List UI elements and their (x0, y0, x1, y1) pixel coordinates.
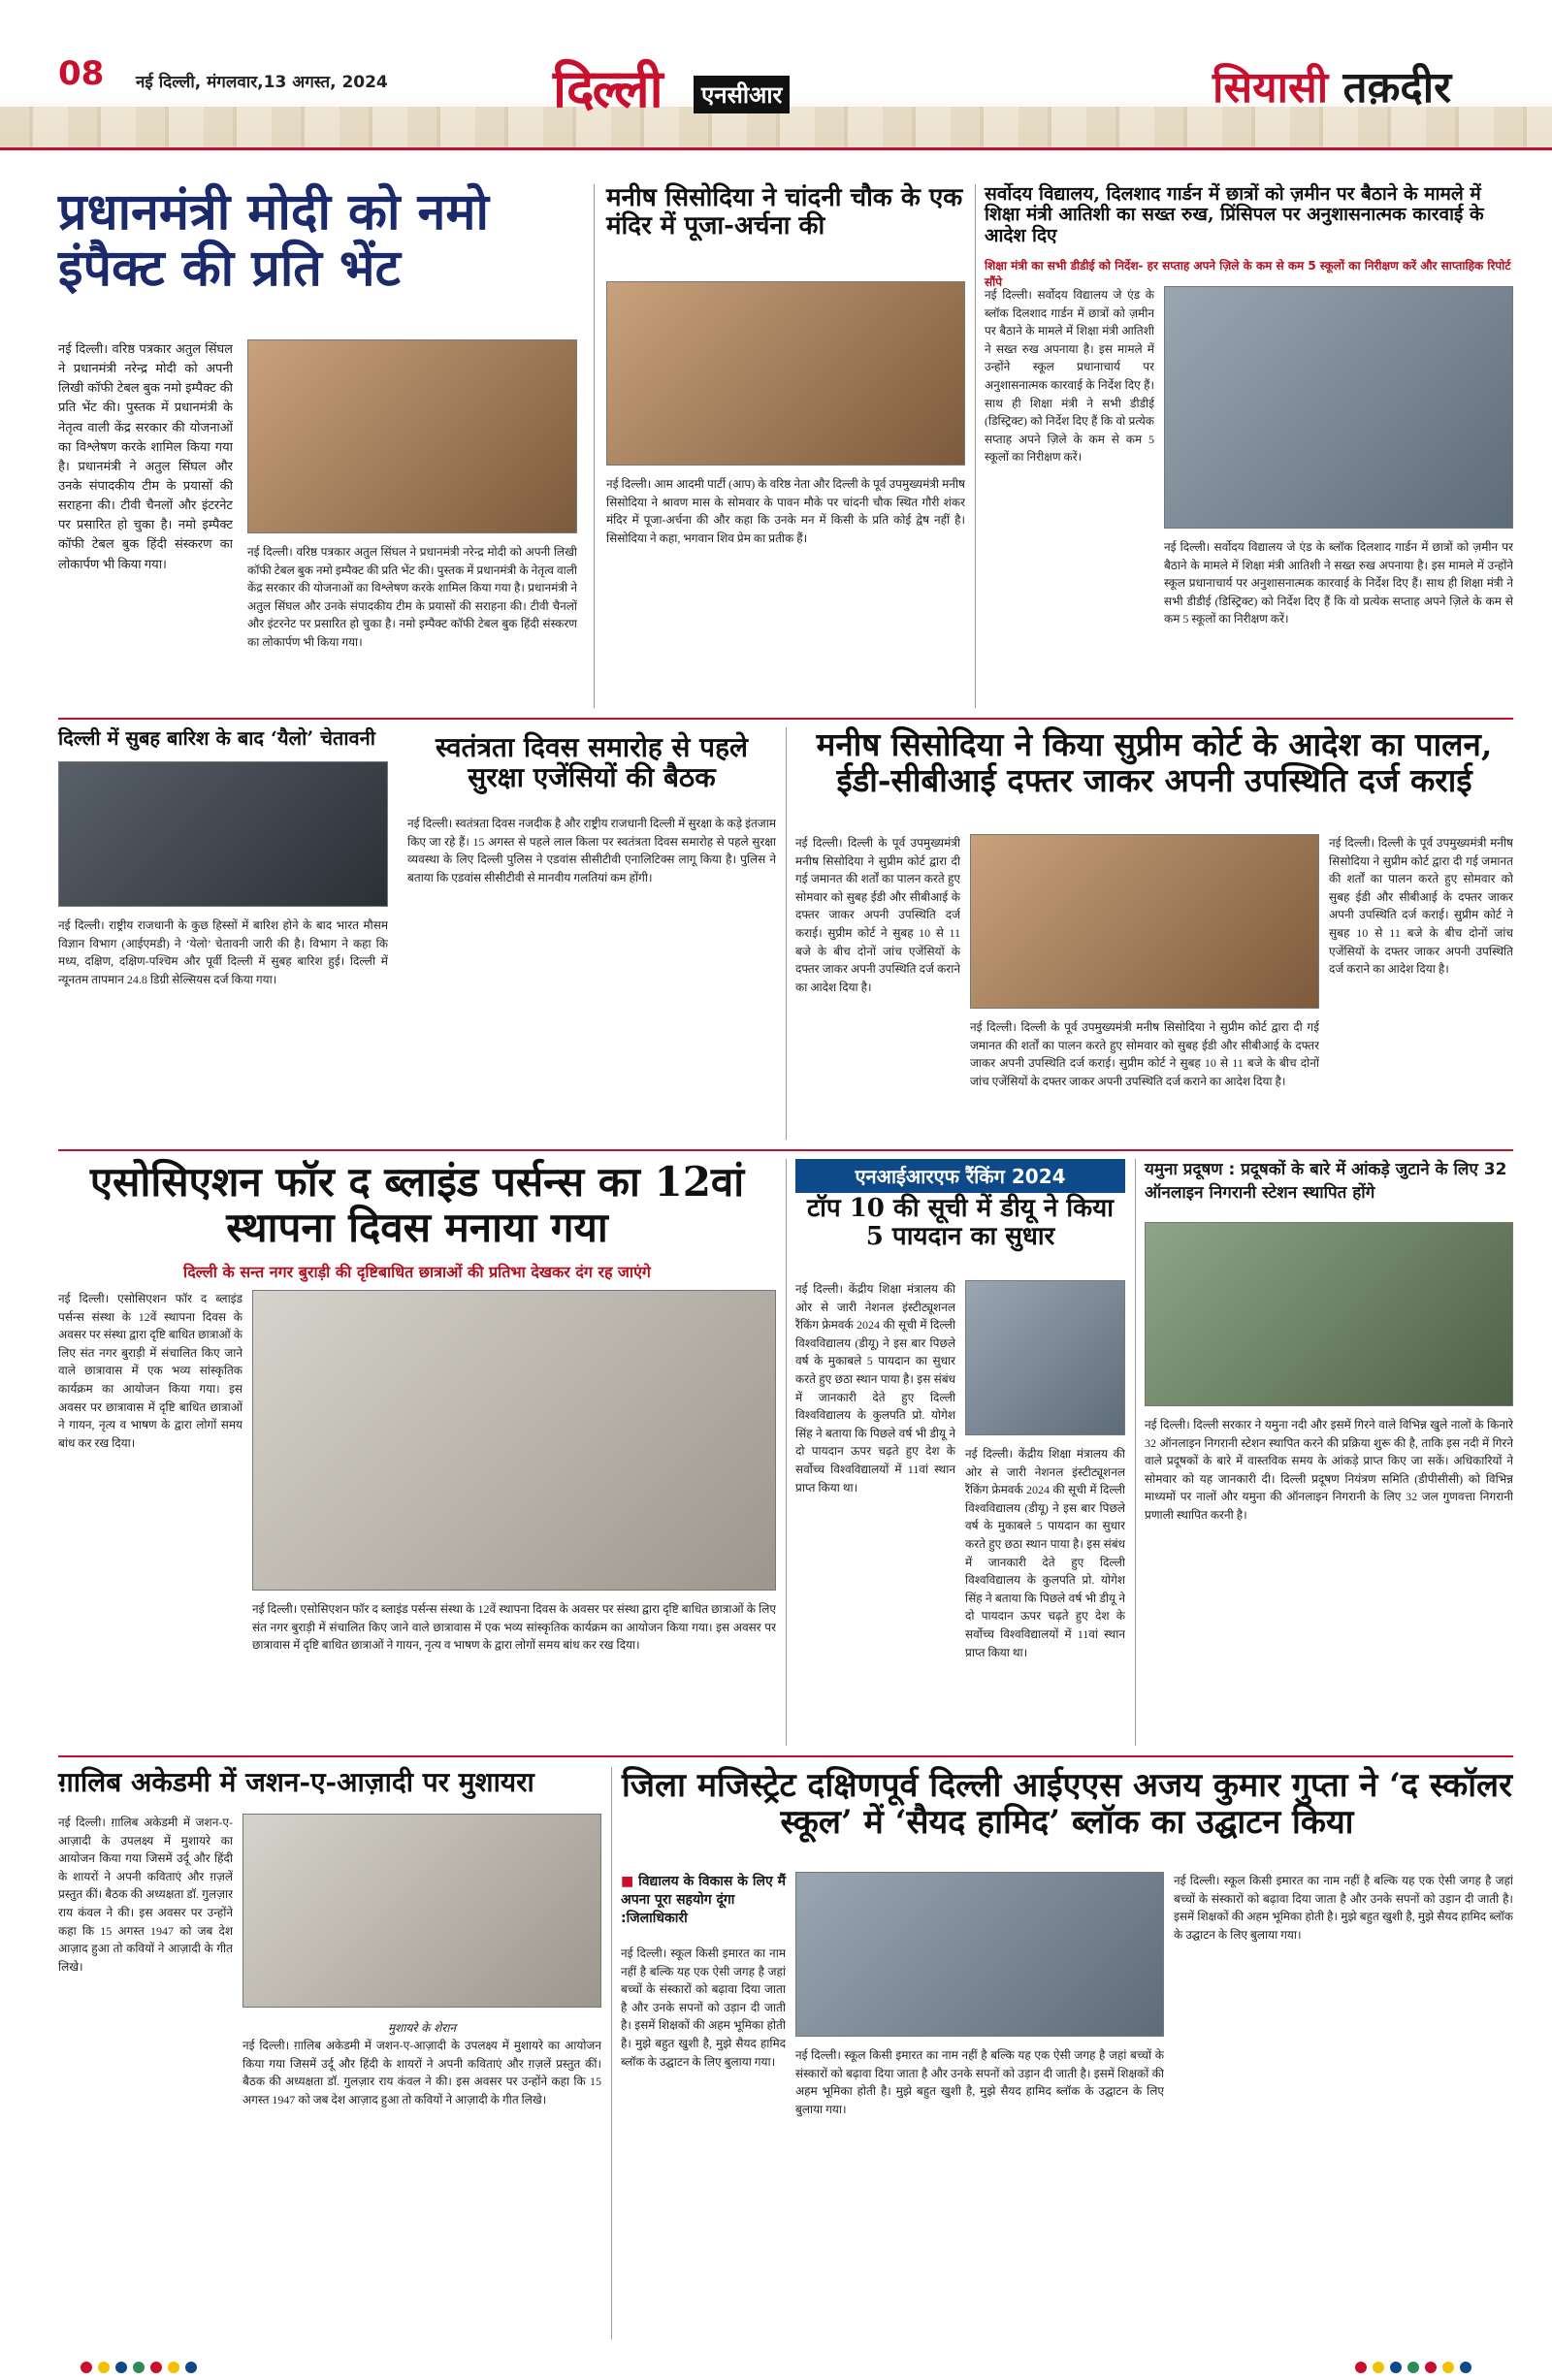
footer-dot (98, 2362, 110, 2373)
footer-dot (1425, 2362, 1437, 2373)
story-ghalib-body-cont: नई दिल्ली। ग़ालिब अकेडमी में जशन-ए-आज़ादी के उपलक्ष्य में मुशायरे का आयोजन किया गया जिसमें उर्दू और हिंदी के शायरों ने अपनी कविताएं और ग़ज़लें प्रस्तुत कीं। बैठक की अध्यक्षता डॉ. गुलज़ार राय कंवल ने की। इस अवसर पर उन्होंने कहा कि 15 अगस्त 1947 को जब देश आज़ाद हुआ तो कवियों ने आज़ादी के गीत लिखे। (242, 2039, 601, 2107)
story-nirf-tag: एनआईआरएफ रैंकिंग 2024 (795, 1159, 1125, 1193)
footer-color-dots (0, 2351, 1552, 2380)
story-blind-body: नई दिल्ली। एसोसिएशन फॉर द ब्लाइंड पर्सन्स संस्था के 12वें स्थापना दिवस के अवसर पर संस्था द्वारा दृष्टि बाधित छात्राओं के लिए संत नगर बुराड़ी में संचालित किए जाने वाले छात्रावास में एक भव्य सांस्कृतिक कार्यक्रम का आयोजन किया गया। इस अवसर पर छात्रावास में दृष्टि बाधित छात्राओं ने गायन, नृत्य व भाषण के द्वारा लोगों समय बांध कर रख दिया। (58, 1292, 242, 1450)
footer-dot (1460, 2362, 1471, 2373)
story-atishi-body: नई दिल्ली। सर्वोदय विद्यालय जे एंड के ब्लॉक दिलशाद गार्डन में छात्रों को ज़मीन पर बैठाने के मामले में शिक्षा मंत्री आतिशी ने सख्त रुख अपनाया है। इस मामले में उन्होंने स्कूल प्रधानाचार्य पर अनुशासनात्मक कारवाई के निर्देश दिए हैं। साथ ही शिक्षा मंत्री ने सभी डीडीई (डिस्ट्रिक्ट) को निर्देश दिए हैं कि वो प्रत्येक सप्ताह अपने ज़िले के कम से कम 5 स्कूलों का निरीक्षण करें। (985, 288, 1154, 465)
story-scholar-photo (795, 1872, 1164, 2037)
story-modi-body: नई दिल्ली। वरिष्ठ पत्रकार अतुल सिंघल ने प्रधानमंत्री नरेन्द्र मोदी को अपनी लिखी कॉफी टेबल बुक नमो इम्पैक्ट की प्रति भेंट की। पुस्तक में प्रधानमंत्री के नेतृत्व वाली केंद्र सरकार की योजनाओं का विश्लेषण करके शामिल किया गया है। प्रधानमंत्री ने अतुल सिंघल और उनके संपादकीय टीम के प्रयासों की सराहना की। टीवी चैनलों और इंटरनेट पर प्रसारित हो चुका है। नमो इम्पैक्ट कॉफी टेबल बुक हिंदी संस्करण का लोकार्पण भी किया गया। (58, 341, 233, 571)
story-scholar-body-col3: नई दिल्ली। स्कूल किसी इमारत का नाम नहीं है बल्कि यह एक ऐसी जगह है जहां बच्चों के संस्कारों को बढ़ावा दिया जाता है और उनके सपनों को उड़ान दी जाती है। इसमें शिक्षकों की अहम भूमिका होती है। मुझे बहुत खुशी है, मुझे सैयद हामिद ब्लॉक के उद्घाटन के लिए बुलाया गया। (1174, 1874, 1513, 1942)
story-scholar-body-cont: नई दिल्ली। स्कूल किसी इमारत का नाम नहीं है बल्कि यह एक ऐसी जगह है जहां बच्चों के संस्कारों को बढ़ावा दिया जाता है और उनके सपनों को उड़ान दी जाती है। इसमें शिक्षकों की अहम भूमिका होती है। मुझे बहुत खुशी है, मुझे सैयद हामिद ब्लॉक के उद्घाटन के लिए बुलाया गया। (795, 2048, 1164, 2116)
story-sisodia-sc-body-cont: नई दिल्ली। दिल्ली के पूर्व उपमुख्यमंत्री मनीष सिसोदिया ने सुप्रीम कोर्ट द्वारा दी गई जमानत की शर्तों का पालन करते हुए सोमवार को सुबह ईडी और सीबीआई के दफ्तर जाकर अपनी उपस्थिति दर्ज कराई। सुप्रीम कोर्ट ने सुबह 10 से 11 बजे के बीच दोनों जांच एजेंसियों के दफ्तर जाकर अपनी उपस्थिति दर्ज कराने का आदेश दिया है। (970, 1020, 1319, 1088)
section-rule (58, 1755, 1513, 1757)
story-modi-headline: प्रधानमंत्री मोदी को नमो इंपैक्ट की प्रति भेंट (58, 182, 489, 299)
footer-dot (185, 2362, 197, 2373)
story-ghalib-photo (242, 1814, 601, 2008)
story-scholar-headline: जिला मजिस्ट्रेट दक्षिणपूर्व दिल्ली आईएएस अजय कुमार गुप्ता ने ‘द स्कॉलर स्कूल’ में ‘सैयद हामिद’ ब्लॉक का उद्घाटन किया (622, 1766, 1512, 1843)
footer-dot (1355, 2362, 1367, 2373)
story-sisodia-sc-photo (970, 834, 1319, 1009)
story-nirf-headline: टॉप 10 की सूची में डीयू ने किया 5 पायदान का सुधार (807, 1194, 1114, 1252)
story-rain-photo (58, 761, 388, 907)
story-scholar-kicker: ■ विद्यालय के विकास के लिए मैं अपना पूरा सहयोग दूंगा :जिलाधिकारी (621, 1872, 786, 1927)
story-yamuna-photo (1145, 1222, 1513, 1406)
story-rain-headline: दिल्ली में सुबह बारिश के बाद ‘यैलो’ चेतावनी (58, 726, 375, 750)
newspaper-logo: दिल्ली (553, 57, 662, 119)
footer-dot (133, 2362, 145, 2373)
story-nirf-body: नई दिल्ली। केंद्रीय शिक्षा मंत्रालय की ओर से जारी नेशनल इंस्टीट्यूशनल रैंकिंग फ्रेमवर्क 2024 की सूची में दिल्ली विश्वविद्यालय (डीयू) ने इस बार पिछले वर्ष के मुकाबले 5 पायदान का सुधार करते हुए छठा स्थान पाया है। इस संबंध में जानकारी देते हुए दिल्ली विश्वविद्यालय के कुलपति प्रो. योगेश सिंह ने बताया कि पिछले वर्ष भी डीयू ने दो पायदान ऊपर चढ़ते हुए देश के सर्वोच्च विश्वविद्यालयों में 11वां स्थान प्राप्त किया था। (795, 1282, 955, 1495)
story-atishi-kicker: शिक्षा मंत्री का सभी डीडीई को निर्देश- हर सप्ताह अपने ज़िले के कम से कम 5 स्कूलों का निरीक्षण करें और साप्ताहिक रिपोर्ट सौंपे (985, 259, 1511, 289)
logo-ncr-badge: एनसीआर (694, 76, 790, 113)
story-modi-body-cont: नई दिल्ली। वरिष्ठ पत्रकार अतुल सिंघल ने प्रधानमंत्री नरेन्द्र मोदी को अपनी लिखी कॉफी टेबल बुक नमो इम्पैक्ट की प्रति भेंट की। पुस्तक में प्रधानमंत्री के नेतृत्व वाली केंद्र सरकार की योजनाओं का विश्लेषण करके शामिल किया गया है। प्रधानमंत्री ने अतुल सिंघल और उनके संपादकीय टीम के प्रयासों की सराहना की। टीवी चैनलों और इंटरनेट पर प्रसारित हो चुका है। नमो इम्पैक्ट कॉफी टेबल बुक हिंदी संस्करण का लोकार्पण भी किया गया। (247, 545, 577, 649)
story-nirf-body-cont: नई दिल्ली। केंद्रीय शिक्षा मंत्रालय की ओर से जारी नेशनल इंस्टीट्यूशनल रैंकिंग फ्रेमवर्क 2024 की सूची में दिल्ली विश्वविद्यालय (डीयू) ने इस बार पिछले वर्ष के मुकाबले 5 पायदान का सुधार करते हुए छठा स्थान पाया है। इस संबंध में जानकारी देते हुए दिल्ली विश्वविद्यालय के कुलपति प्रो. योगेश सिंह ने बताया कि पिछले वर्ष भी डीयू ने दो पायदान ऊपर चढ़ते हुए देश के सर्वोच्च विश्वविद्यालयों में 11वां स्थान प्राप्त किया था। (965, 1447, 1125, 1659)
story-blind-sub: दिल्ली के सन्त नगर बुराड़ी की दृष्टिबाधित छात्राओं की प्रतिभा देखकर दंग रह जाएंगे (183, 1263, 651, 1281)
story-sisodia-sc-body: नई दिल्ली। दिल्ली के पूर्व उपमुख्यमंत्री मनीष सिसोदिया ने सुप्रीम कोर्ट द्वारा दी गई जमानत की शर्तों का पालन करते हुए सोमवार को सुबह ईडी और सीबीआई के दफ्तर जाकर अपनी उपस्थिति दर्ज कराई। सुप्रीम कोर्ट ने सुबह 10 से 11 बजे के बीच दोनों जांच एजेंसियों के दफ्तर जाकर अपनी उपस्थिति दर्ज कराने का आदेश दिया है। (795, 836, 960, 994)
footer-strip (0, 2351, 1552, 2380)
footer-dot (81, 2362, 92, 2373)
column-divider (786, 727, 787, 1140)
story-ghalib-body: नई दिल्ली। ग़ालिब अकेडमी में जशन-ए-आज़ादी के उपलक्ष्य में मुशायरे का आयोजन किया गया जिसमें उर्दू और हिंदी के शायरों ने अपनी कविताएं और ग़ज़लें प्रस्तुत कीं। बैठक की अध्यक्षता डॉ. गुलज़ार राय कंवल ने की। इस अवसर पर उन्होंने कहा कि 15 अगस्त 1947 को जब देश आज़ाद हुआ तो कवियों ने आज़ादी के गीत लिखे। (58, 1816, 233, 1974)
story-ghalib-headline: ग़ालिब अकेडमी में जशन-ए-आज़ादी पर मुशायरा (58, 1766, 534, 1798)
story-yamuna-body: नई दिल्ली। दिल्ली सरकार ने यमुना नदी और इसमें गिरने वाले विभिन्न खुले नालों के किनारे 32 ऑनलाइन निगरानी स्टेशन स्थापित करने की प्रक्रिया शुरू की है, ताकि इस नदी में गिरने वाले प्रदूषकों के बारे में वास्तविक समय के आंकड़े प्राप्त किए जा सकें। अधिकारियों ने सोमवार को यह जानकारी दी। दिल्ली प्रदूषण नियंत्रण समिति (डीपीसीसी) को विभिन्न माध्यमों पर नालों और यमुना की ऑनलाइन निगरानी के लिए 32 जल गुणवत्ता निगरानी प्रणाली स्थापित करनी है। (1145, 1418, 1513, 1522)
story-sisodia-temple-body: नई दिल्ली। आम आदमी पार्टी (आप) के वरिष्ठ नेता और दिल्ली के पूर्व उपमुख्यमंत्री मनीष सिसोदिया ने श्रावण मास के सोमवार के पावन मौके पर चांदनी चौक स्थित गौरी शंकर मंदिर में पूजा-अर्चना की और कहा कि उनके मन में किसी के प्रति कोई द्वेष नहीं है। सिसोदिया ने कहा, भगवान शिव प्रेम का प्रतीक हैं। (606, 477, 965, 545)
column-divider (594, 184, 595, 708)
section-title-b: तक़दीर (1342, 63, 1452, 113)
story-blind-headline: एसोसिएशन फॉर द ब्लाइंड पर्सन्स का 12वां स्थापना दिवस मनाया गया (89, 1158, 745, 1252)
footer-dot (1407, 2362, 1419, 2373)
date-line: नई दिल्ली, मंगलवार,13 अगस्त, 2024 (136, 73, 388, 92)
story-sisodia-sc-headline: मनीष सिसोदिया ने किया सुप्रीम कोर्ट के आदेश का पालन, ईडी-सीबीआई दफ्तर जाकर अपनी उपस्थिति दर्ज कराई (816, 725, 1493, 799)
section-rule (58, 1149, 1513, 1151)
footer-dot (168, 2362, 179, 2373)
story-scholar-body: नई दिल्ली। स्कूल किसी इमारत का नाम नहीं है बल्कि यह एक ऐसी जगह है जहां बच्चों के संस्कारों को बढ़ावा दिया जाता है और उनके सपनों को उड़ान दी जाती है। इसमें शिक्षकों की अहम भूमिका होती है। मुझे बहुत खुशी है, मुझे सैयद हामिद ब्लॉक के उद्घाटन के लिए बुलाया गया। (621, 1946, 786, 2069)
page-number: 08 (58, 54, 105, 93)
story-sisodia-sc-body-col3: नई दिल्ली। दिल्ली के पूर्व उपमुख्यमंत्री मनीष सिसोदिया ने सुप्रीम कोर्ट द्वारा दी गई जमानत की शर्तों का पालन करते हुए सोमवार को सुबह ईडी और सीबीआई के दफ्तर जाकर अपनी उपस्थिति दर्ज कराई। सुप्रीम कोर्ट ने सुबह 10 से 11 बजे के बीच दोनों जांच एजेंसियों के दफ्तर जाकर अपनी उपस्थिति दर्ज कराने का आदेश दिया है। (1329, 836, 1513, 977)
footer-dot (1373, 2362, 1384, 2373)
story-atishi-headline: सर्वोदय विद्यालय, दिलशाद गार्डन में छात्रों को ज़मीन पर बैठाने के मामले में शिक्षा मंत्री आतिशी का सख्त रुख, प्रिंसिपल पर अनुशासनात्मक कारवाई के आदेश दिए (985, 183, 1484, 246)
column-divider (1135, 1159, 1136, 1746)
story-nirf-photo (965, 1280, 1125, 1435)
story-modi-photo (247, 339, 577, 533)
footer-dot (1442, 2362, 1454, 2373)
section-rule (58, 718, 1513, 720)
section-title-a: सियासी (1212, 63, 1329, 113)
section-title (1212, 56, 1451, 114)
story-atishi-body-cont: नई दिल्ली। सर्वोदय विद्यालय जे एंड के ब्लॉक दिलशाद गार्डन में छात्रों को ज़मीन पर बैठाने के मामले में शिक्षा मंत्री आतिशी ने सख्त रुख अपनाया है। इस मामले में उन्होंने स्कूल प्रधानाचार्य पर अनुशासनात्मक कारवाई के निर्देश दिए हैं। साथ ही शिक्षा मंत्री ने सभी डीडीई (डिस्ट्रिक्ट) को निर्देश दिए हैं कि वो प्रत्येक सप्ताह अपने ज़िले के कम से कम 5 स्कूलों का निरीक्षण करें। (1164, 540, 1513, 627)
footer-dot (150, 2362, 162, 2373)
story-ghalib-banner: मुशायरे के शेरान (388, 2021, 456, 2035)
story-sisodia-temple-photo (606, 281, 965, 466)
story-yamuna-headline: यमुना प्रदूषण : प्रदूषकों के बारे में आंकड़े जुटाने के लिए 32 ऑनलाइन निगरानी स्टेशन स्थापित होंगे (1145, 1160, 1507, 1203)
column-divider (611, 1767, 612, 2339)
header-rule (0, 147, 1552, 150)
story-blind-body-cont: नई दिल्ली। एसोसिएशन फॉर द ब्लाइंड पर्सन्स संस्था के 12वें स्थापना दिवस के अवसर पर संस्था द्वारा दृष्टि बाधित छात्राओं के लिए संत नगर बुराड़ी में संचालित किए जाने वाले छात्रावास में एक भव्य सांस्कृतिक कार्यक्रम का आयोजन किया गया। इस अवसर पर छात्रावास में दृष्टि बाधित छात्राओं ने गायन, नृत्य व भाषण के द्वारा लोगों समय बांध कर रख दिया। (252, 1602, 776, 1653)
story-rain-body: नई दिल्ली। राष्ट्रीय राजधानी के कुछ हिस्सों में बारिश होने के बाद भारत मौसम विज्ञान विभाग (आईएमडी) ने ‘येलो’ चेतावनी जारी की है। विभाग ने कहा कि मध्य, दक्षिण, दक्षिण-पश्चिम और पूर्वी दिल्ली में सुबह बारिश हुई। दिल्ली में न्यूनतम तापमान 24.8 डिग्री सेल्सियस दर्ज किया गया। (58, 918, 388, 986)
story-security-headline: स्वतंत्रता दिवस समारोह से पहले सुरक्षा एजेंसियों की बैठक (436, 731, 748, 794)
column-divider (975, 184, 976, 708)
story-atishi-photo (1164, 286, 1513, 529)
column-divider (786, 1159, 787, 1746)
footer-dot (1390, 2362, 1402, 2373)
footer-dot-group (78, 2359, 200, 2377)
footer-dot (115, 2362, 127, 2373)
story-sisodia-temple-headline: मनीष सिसोदिया ने चांदनी चौक के एक मंदिर में पूजा-अर्चना की (606, 183, 963, 241)
footer-dot-group (1352, 2359, 1474, 2377)
story-security-body: नई दिल्ली। स्वतंत्रता दिवस नजदीक है और राष्ट्रीय राजधानी दिल्ली में सुरक्षा के कड़े इंतजाम किए जा रहे हैं। 15 अगस्त से पहले लाल किला पर स्वतंत्रता दिवस समारोह से पहले सुरक्षा व्यवस्था के लिए दिल्ली पुलिस ने एडवांस सीसीटीवी एनालिटिक्स लागू किया है। पुलिस ने बताया कि एडवांस सीसीटीवी से मानवीय गलतियां कम होंगी। (407, 817, 776, 884)
story-blind-photo (252, 1290, 776, 1591)
